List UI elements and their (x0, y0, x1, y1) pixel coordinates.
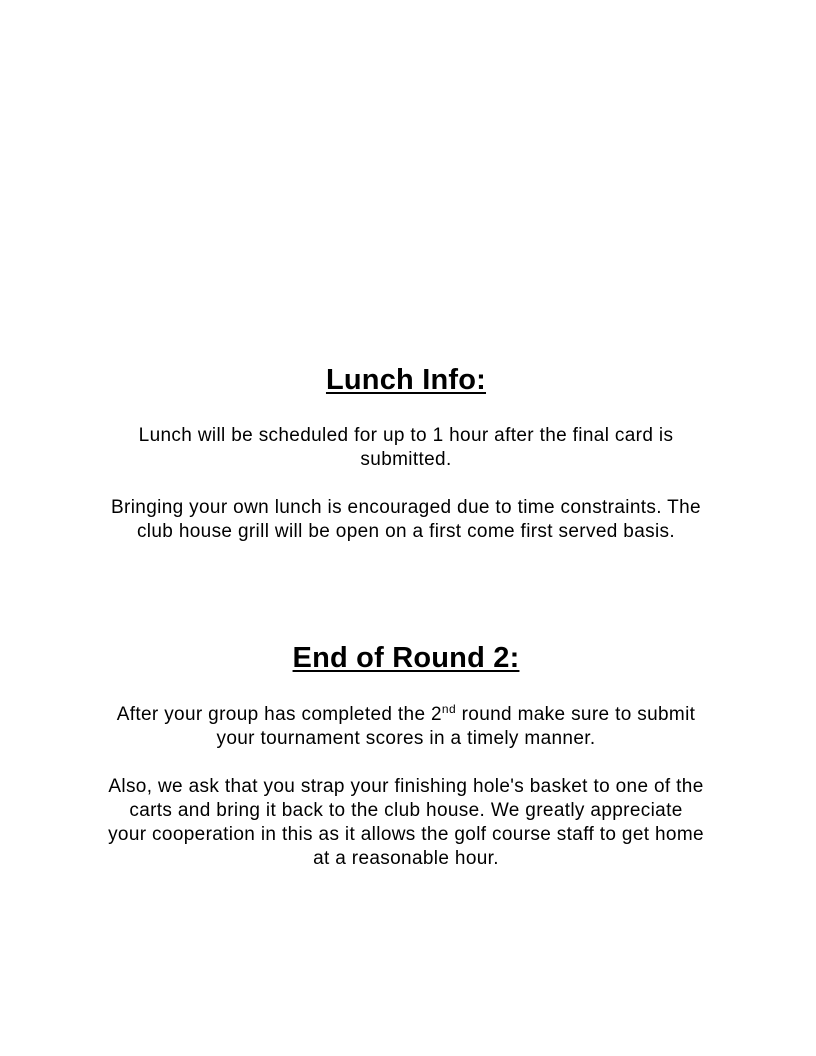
end-of-round-2-heading: End of Round 2: (292, 642, 520, 674)
lunch-paragraph-2 (108, 496, 704, 544)
submit-scores-text-end: round make sure to submit your tournament scores in a timely manner. (216, 704, 696, 749)
end-of-round-2-section-heading (108, 641, 704, 675)
lunch-schedule-text: Lunch will be scheduled for up to 1 hour after the final card is submitted. (138, 425, 674, 470)
lunch-bring-own-text: Bringing your own lunch is encouraged due to time constraints. The club house grill will be open on a first come first served basis. (111, 497, 701, 542)
basket-return-text: Also, we ask that you strap your finishing hole's basket to one of the carts and bring it back to the club house. We greatly appreciate your cooperation in this as it allows the golf course staff to get home at a reasonable hour. (108, 776, 704, 869)
lunch-info-section-heading (108, 363, 704, 397)
ordinal-suffix: nd (441, 702, 456, 716)
submit-scores-text-start: After your group has completed the 2 (116, 704, 442, 725)
round-2-paragraph-1 (108, 703, 704, 751)
submit-scores-text (108, 703, 704, 751)
round-2-paragraph-2 (108, 775, 704, 871)
lunch-info-heading: Lunch Info: (325, 364, 487, 396)
lunch-paragraph-1 (108, 424, 704, 472)
